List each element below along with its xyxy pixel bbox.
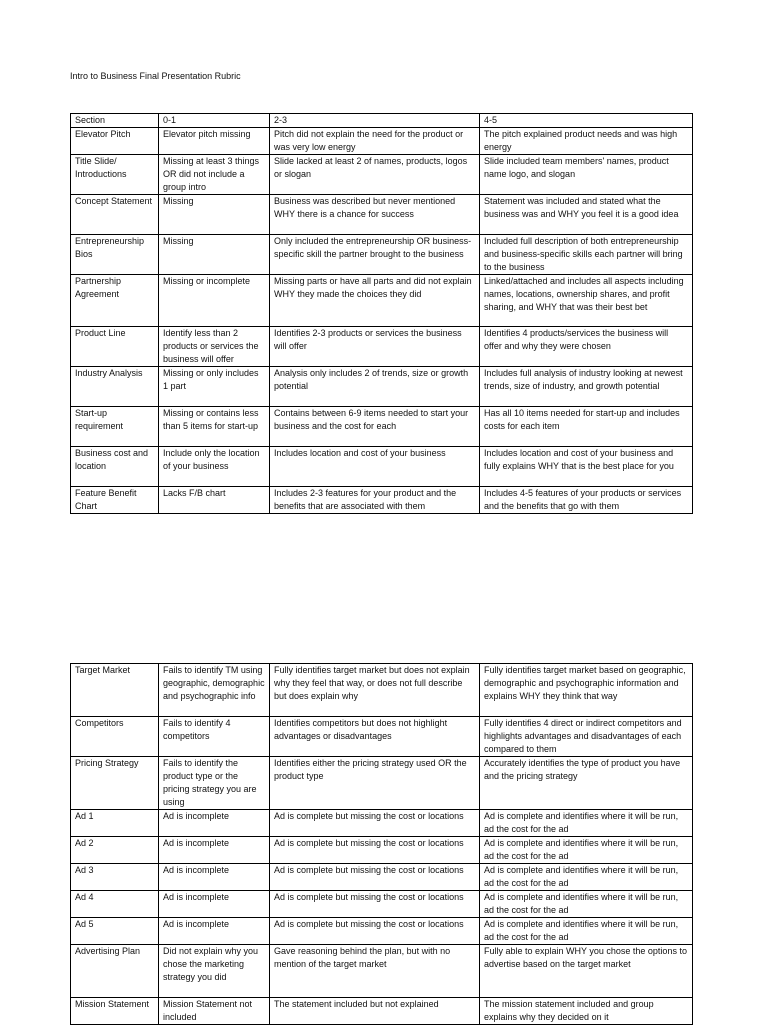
cell-score-2-3: Pitch did not explain the need for the product or was very low energy xyxy=(270,128,480,155)
row-section: Entrepreneurship Bios xyxy=(71,235,159,275)
cell-score-0-1: Missing xyxy=(159,235,270,275)
cell-score-4-5: Has all 10 items needed for start-up and includes costs for each item xyxy=(480,407,693,447)
cell-score-4-5: The pitch explained product needs and was high energy xyxy=(480,128,693,155)
cell-score-0-1: Missing xyxy=(159,195,270,235)
cell-score-2-3: Slide lacked at least 2 of names, products, logos or slogan xyxy=(270,155,480,195)
table-row xyxy=(71,447,693,487)
cell-score-4-5: Ad is complete and identifies where it will be run, ad the cost for the ad xyxy=(480,891,693,918)
row-section: Title Slide/ Introductions xyxy=(71,155,159,195)
table-row xyxy=(71,275,693,327)
row-section: Target Market xyxy=(71,664,159,717)
table-row xyxy=(71,235,693,275)
cell-score-0-1: Missing or incomplete xyxy=(159,275,270,327)
header-score-0-1: 0-1 xyxy=(159,114,270,128)
row-section: Partnership Agreement xyxy=(71,275,159,327)
header-score-2-3: 2-3 xyxy=(270,114,480,128)
table-header-row xyxy=(71,114,693,128)
cell-score-2-3: Contains between 6-9 items needed to start your business and the cost for each xyxy=(270,407,480,447)
cell-score-2-3: Includes location and cost of your business xyxy=(270,447,480,487)
cell-score-0-1: Missing or contains less than 5 items for start-up xyxy=(159,407,270,447)
cell-score-2-3: Identifies 2-3 products or services the business will offer xyxy=(270,327,480,367)
row-section: Ad 2 xyxy=(71,837,159,864)
cell-score-4-5: Includes location and cost of your business and fully explains WHY that is the best place for you xyxy=(480,447,693,487)
cell-score-2-3: Fully identifies target market but does not explain why they feel that way, or does not full describe but does explain why xyxy=(270,664,480,717)
cell-score-4-5: Linked/attached and includes all aspects including names, locations, ownership shares, and profit sharing, and WHY that was their best bet xyxy=(480,275,693,327)
row-section: Competitors xyxy=(71,717,159,757)
cell-score-4-5: Statement was included and stated what the business was and WHY you feel it is a good idea xyxy=(480,195,693,235)
cell-score-2-3: Identifies competitors but does not highlight advantages or disadvantages xyxy=(270,717,480,757)
table-row xyxy=(71,407,693,447)
cell-score-4-5: Ad is complete and identifies where it will be run, ad the cost for the ad xyxy=(480,918,693,945)
row-section: Business cost and location xyxy=(71,447,159,487)
table-row xyxy=(71,664,693,717)
cell-score-0-1: Mission Statement not included xyxy=(159,998,270,1025)
row-section: Advertising Plan xyxy=(71,945,159,998)
table-row xyxy=(71,891,693,918)
row-section: Concept Statement xyxy=(71,195,159,235)
cell-score-4-5: Includes full analysis of industry looking at newest trends, size of industry, and growth potential xyxy=(480,367,693,407)
rubric-table-2 xyxy=(70,663,693,1025)
cell-score-2-3: Ad is complete but missing the cost or locations xyxy=(270,864,480,891)
row-section: Ad 4 xyxy=(71,891,159,918)
rubric-table-1 xyxy=(70,113,693,514)
table-row xyxy=(71,367,693,407)
cell-score-4-5: Ad is complete and identifies where it will be run, ad the cost for the ad xyxy=(480,810,693,837)
table-row xyxy=(71,810,693,837)
cell-score-2-3: Ad is complete but missing the cost or locations xyxy=(270,810,480,837)
cell-score-0-1: Ad is incomplete xyxy=(159,837,270,864)
row-section: Start-up requirement xyxy=(71,407,159,447)
row-section: Ad 3 xyxy=(71,864,159,891)
cell-score-4-5: Includes 4-5 features of your products or services and the benefits that go with them xyxy=(480,487,693,514)
cell-score-2-3: Ad is complete but missing the cost or locations xyxy=(270,891,480,918)
cell-score-0-1: Fails to identify TM using geographic, demographic and psychographic info xyxy=(159,664,270,717)
table-row xyxy=(71,945,693,998)
cell-score-2-3: The statement included but not explained xyxy=(270,998,480,1025)
cell-score-0-1: Fails to identify the product type or the pricing strategy you are using xyxy=(159,757,270,810)
cell-score-0-1: Fails to identify 4 competitors xyxy=(159,717,270,757)
cell-score-4-5: Slide included team members' names, product name logo, and slogan xyxy=(480,155,693,195)
table-row xyxy=(71,918,693,945)
table-row xyxy=(71,757,693,810)
table-row xyxy=(71,717,693,757)
cell-score-2-3: Only included the entrepreneurship OR business-specific skill the partner brought to the business xyxy=(270,235,480,275)
cell-score-4-5: Fully identifies 4 direct or indirect competitors and highlights advantages and disadvantages of each compared to them xyxy=(480,717,693,757)
cell-score-2-3: Ad is complete but missing the cost or locations xyxy=(270,837,480,864)
row-section: Feature Benefit Chart xyxy=(71,487,159,514)
cell-score-4-5: Ad is complete and identifies where it will be run, ad the cost for the ad xyxy=(480,864,693,891)
row-section: Ad 1 xyxy=(71,810,159,837)
table-row xyxy=(71,128,693,155)
cell-score-4-5: Accurately identifies the type of product you have and the pricing strategy xyxy=(480,757,693,810)
cell-score-0-1: Lacks F/B chart xyxy=(159,487,270,514)
cell-score-2-3: Gave reasoning behind the plan, but with no mention of the target market xyxy=(270,945,480,998)
row-section: Ad 5 xyxy=(71,918,159,945)
cell-score-0-1: Did not explain why you chose the marketing strategy you did xyxy=(159,945,270,998)
header-section: Section xyxy=(71,114,159,128)
cell-score-4-5: Included full description of both entrepreneurship and business-specific skills each partner will bring to the business xyxy=(480,235,693,275)
cell-score-0-1: Missing at least 3 things OR did not include a group intro xyxy=(159,155,270,195)
table-row xyxy=(71,487,693,514)
table-row xyxy=(71,195,693,235)
cell-score-4-5: Ad is complete and identifies where it will be run, ad the cost for the ad xyxy=(480,837,693,864)
cell-score-4-5: The mission statement included and group explains why they decided on it xyxy=(480,998,693,1025)
header-score-4-5: 4-5 xyxy=(480,114,693,128)
cell-score-2-3: Ad is complete but missing the cost or locations xyxy=(270,918,480,945)
document-title: Intro to Business Final Presentation Rubric xyxy=(70,71,241,81)
cell-score-0-1: Missing or only includes 1 part xyxy=(159,367,270,407)
cell-score-0-1: Ad is incomplete xyxy=(159,810,270,837)
cell-score-0-1: Ad is incomplete xyxy=(159,918,270,945)
cell-score-2-3: Business was described but never mentioned WHY there is a chance for success xyxy=(270,195,480,235)
cell-score-2-3: Includes 2-3 features for your product and the benefits that are associated with them xyxy=(270,487,480,514)
cell-score-4-5: Fully identifies target market based on geographic, demographic and psychographic information and explains WHY they think that way xyxy=(480,664,693,717)
row-section: Pricing Strategy xyxy=(71,757,159,810)
cell-score-2-3: Missing parts or have all parts and did not explain WHY they made the choices they did xyxy=(270,275,480,327)
table-row xyxy=(71,155,693,195)
table-row xyxy=(71,837,693,864)
cell-score-4-5: Identifies 4 products/services the business will offer and why they were chosen xyxy=(480,327,693,367)
row-section: Industry Analysis xyxy=(71,367,159,407)
cell-score-0-1: Include only the location of your business xyxy=(159,447,270,487)
row-section: Elevator Pitch xyxy=(71,128,159,155)
cell-score-2-3: Analysis only includes 2 of trends, size or growth potential xyxy=(270,367,480,407)
row-section: Mission Statement xyxy=(71,998,159,1025)
table-row xyxy=(71,864,693,891)
cell-score-0-1: Elevator pitch missing xyxy=(159,128,270,155)
table-row xyxy=(71,327,693,367)
row-section: Product Line xyxy=(71,327,159,367)
cell-score-0-1: Identify less than 2 products or services the business will offer xyxy=(159,327,270,367)
cell-score-2-3: Identifies either the pricing strategy used OR the product type xyxy=(270,757,480,810)
cell-score-0-1: Ad is incomplete xyxy=(159,864,270,891)
cell-score-4-5: Fully able to explain WHY you chose the options to advertise based on the target market xyxy=(480,945,693,998)
table-row xyxy=(71,998,693,1025)
cell-score-0-1: Ad is incomplete xyxy=(159,891,270,918)
